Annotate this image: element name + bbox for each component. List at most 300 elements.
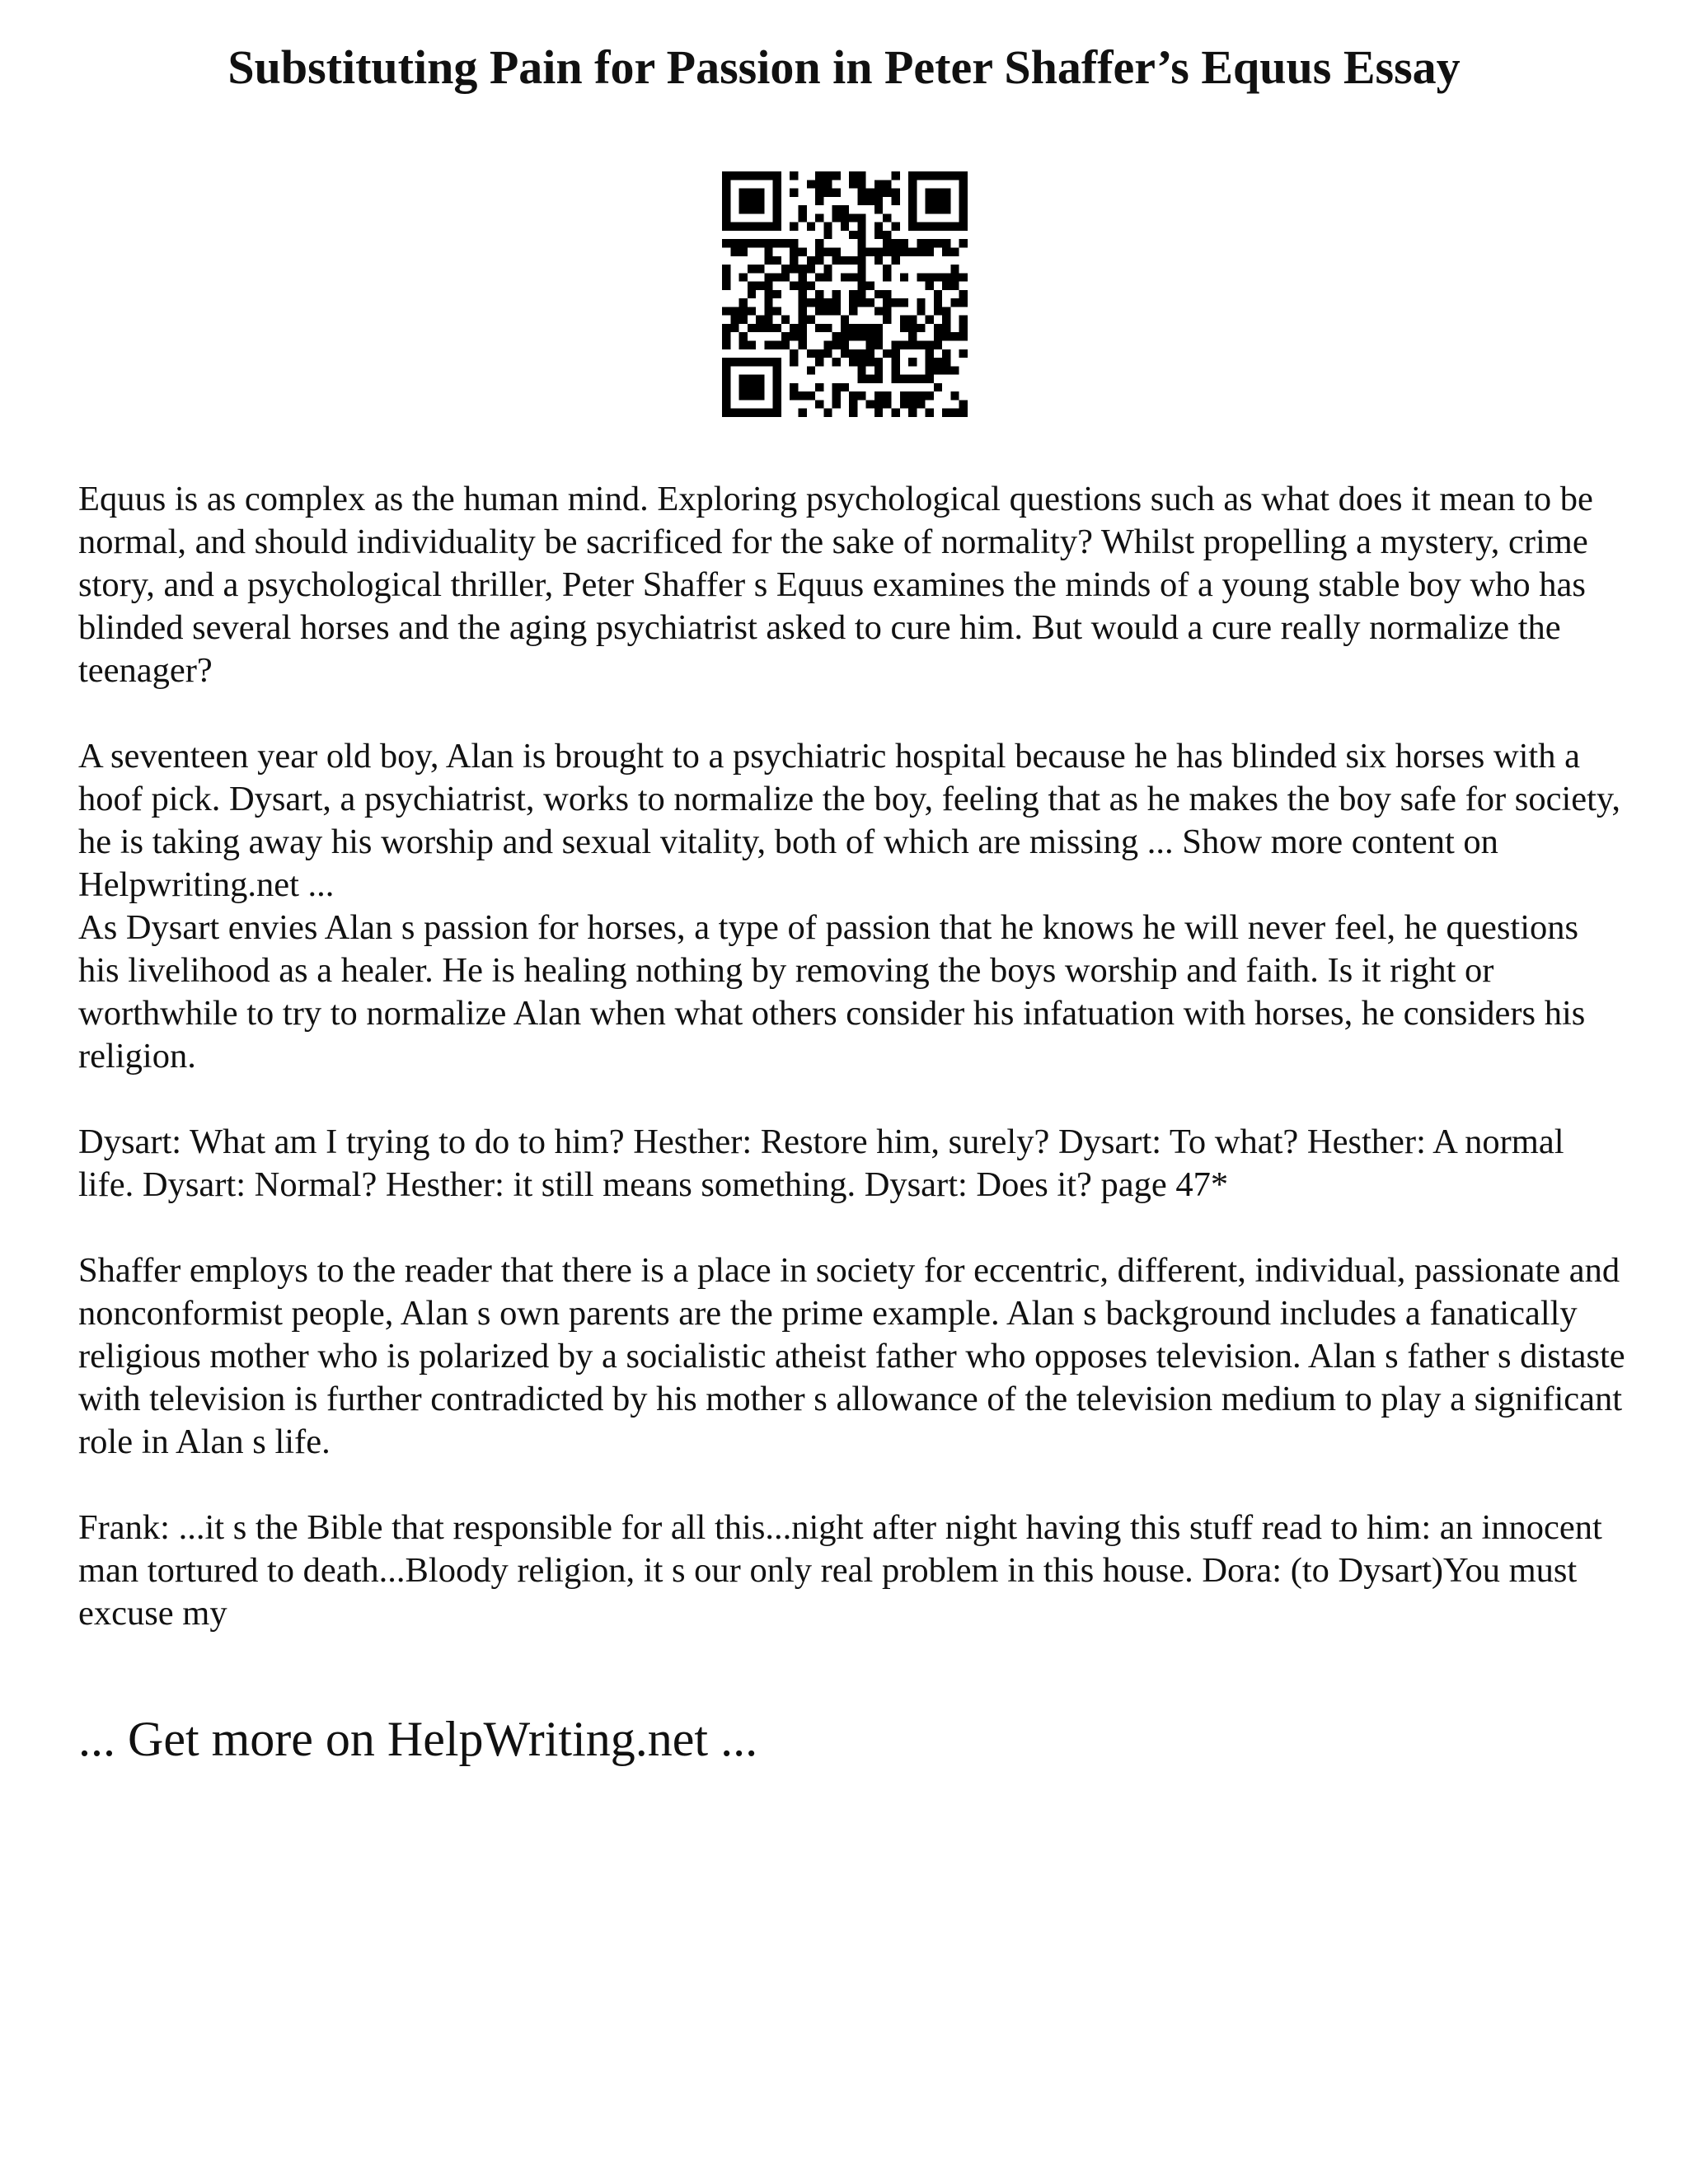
qr-module [722, 197, 730, 205]
qr-module [959, 324, 968, 332]
qr-module [892, 189, 900, 197]
qr-module [857, 332, 865, 340]
qr-module [807, 349, 815, 358]
qr-module [874, 205, 883, 213]
qr-module [857, 189, 865, 197]
qr-module [807, 316, 815, 324]
qr-module [892, 247, 900, 255]
qr-module [908, 213, 917, 222]
qr-module [866, 189, 874, 197]
qr-module [756, 383, 764, 391]
qr-module [798, 332, 806, 340]
qr-module [892, 256, 900, 265]
qr-module [934, 307, 942, 315]
qr-module [773, 341, 781, 349]
qr-module [773, 307, 781, 315]
qr-module [883, 180, 891, 188]
qr-module [866, 349, 874, 358]
qr-module [849, 298, 857, 307]
qr-module [917, 400, 925, 408]
qr-module [900, 391, 908, 400]
qr-module [722, 307, 730, 315]
qr-module [908, 341, 917, 349]
qr-module [764, 273, 772, 281]
qr-module [815, 247, 823, 255]
qr-module [815, 256, 823, 265]
qr-module [950, 247, 959, 255]
qr-module [849, 358, 857, 366]
qr-module [823, 349, 832, 358]
paragraph-dysart-envy: As Dysart envies Alan s passion for horses, a type of passion that he knows he will never feel, he questions his livelihood as a healer. He is healing nothing by removing the boys worship and faith. Is it right or worthwhile to try to normalize Alan when what others consider his infatuation with horses, he considers his religion. [78, 908, 1586, 1076]
get-more-link[interactable]: ... Get more on HelpWriting.net ... [78, 1712, 758, 1766]
qr-module [866, 324, 874, 332]
qr-module [926, 247, 934, 255]
qr-module [874, 290, 883, 298]
qr-module [730, 409, 738, 417]
qr-module [857, 375, 865, 383]
qr-module [748, 409, 756, 417]
qr-module [748, 307, 756, 315]
qr-module [857, 298, 865, 307]
qr-module [756, 391, 764, 400]
qr-module [773, 366, 781, 374]
qr-module [815, 197, 823, 205]
paragraph-parents: Shaffer employs to the reader that there is a place in society for eccentric, different, individual, passionate and nonconformist people, Alan s own parents are the prime example. Alan s background includes a fanatically religious mother who is polarized by a socialistic atheist father who opposes television. Alan s father s distaste with television is further contradicted by his mother s allowance of the television medium to play a significant role in Alan s life. [78, 1251, 1625, 1461]
qr-module [764, 282, 772, 290]
qr-module [798, 409, 806, 417]
qr-module [798, 290, 806, 298]
qr-module [883, 265, 891, 273]
qr-module [908, 358, 917, 366]
qr-module [874, 409, 883, 417]
qr-module [908, 391, 917, 400]
qr-module [959, 205, 968, 213]
qr-module [892, 239, 900, 247]
qr-module [934, 171, 942, 180]
qr-module [773, 409, 781, 417]
qr-module [950, 273, 959, 281]
qr-module [790, 247, 798, 255]
qr-module [739, 273, 748, 281]
qr-module [823, 409, 832, 417]
qr-module [748, 171, 756, 180]
qr-module [857, 213, 865, 222]
qr-module [722, 205, 730, 213]
qr-module [739, 316, 748, 324]
qr-module [900, 375, 908, 383]
qr-module [832, 298, 841, 307]
qr-module [900, 400, 908, 408]
qr-module [756, 205, 764, 213]
qr-module [959, 400, 968, 408]
qr-module [798, 282, 806, 290]
qr-module [866, 341, 874, 349]
qr-module [959, 349, 968, 358]
qr-module [908, 375, 917, 383]
qr-module [857, 171, 865, 180]
qr-module [781, 332, 790, 340]
qr-module [815, 307, 823, 315]
qr-module [739, 197, 748, 205]
qr-module [832, 205, 841, 213]
qr-module [874, 223, 883, 231]
qr-module [841, 332, 849, 340]
qr-module [934, 383, 942, 391]
qr-module [798, 324, 806, 332]
qr-module [849, 349, 857, 358]
qr-module [790, 332, 798, 340]
qr-module [934, 205, 942, 213]
qr-module [773, 197, 781, 205]
qr-module [892, 375, 900, 383]
qr-module [908, 247, 917, 255]
page-title: Substituting Pain for Passion in Peter Shaffer’s Equus Essay [227, 40, 1461, 94]
qr-module [908, 400, 917, 408]
qr-module [815, 171, 823, 180]
qr-module [950, 223, 959, 231]
qr-module [892, 349, 900, 358]
qr-module [832, 332, 841, 340]
qr-module [823, 298, 832, 307]
qr-module [730, 316, 738, 324]
qr-module [874, 400, 883, 408]
qr-module [926, 273, 934, 281]
qr-module [832, 307, 841, 315]
qr-module [857, 223, 865, 231]
qr-module [942, 205, 950, 213]
qr-module [908, 324, 917, 332]
qr-module [748, 358, 756, 366]
qr-module [900, 239, 908, 247]
qr-module [739, 332, 748, 340]
qr-module [849, 409, 857, 417]
qr-module [857, 358, 865, 366]
qr-module [892, 341, 900, 349]
qr-module [883, 290, 891, 298]
qr-module [790, 349, 798, 358]
qr-module [942, 273, 950, 281]
qr-module [942, 332, 950, 340]
qr-module [748, 265, 756, 273]
qr-module [773, 400, 781, 408]
qr-module [874, 366, 883, 374]
qr-module [756, 223, 764, 231]
qr-module [926, 349, 934, 358]
qr-module [959, 273, 968, 281]
qr-module [807, 391, 815, 400]
qr-module [926, 316, 934, 324]
qr-module [942, 358, 950, 366]
qr-module [815, 213, 823, 222]
qr-code-graphic [722, 171, 968, 417]
qr-module [790, 256, 798, 265]
qr-module [722, 383, 730, 391]
qr-module [823, 223, 832, 231]
qr-module [874, 307, 883, 315]
qr-module [874, 324, 883, 332]
qr-module [807, 223, 815, 231]
qr-module [790, 223, 798, 231]
qr-module [883, 391, 891, 400]
qr-module [748, 391, 756, 400]
qr-module [866, 332, 874, 340]
qr-module [722, 358, 730, 366]
qr-module [908, 316, 917, 324]
qr-module [739, 205, 748, 213]
qr-module [748, 205, 756, 213]
qr-module [748, 341, 756, 349]
qr-module [849, 324, 857, 332]
qr-module [849, 256, 857, 265]
qr-module [908, 205, 917, 213]
qr-module [756, 239, 764, 247]
qr-module [942, 366, 950, 374]
qr-module [857, 290, 865, 298]
qr-module [798, 213, 806, 222]
qr-module [756, 375, 764, 383]
qr-module [739, 239, 748, 247]
qr-module [841, 383, 849, 391]
qr-module [959, 332, 968, 340]
qr-module [781, 341, 790, 349]
qr-module [849, 400, 857, 408]
qr-module [942, 223, 950, 231]
qr-code-icon [722, 171, 968, 417]
qr-module [883, 307, 891, 315]
qr-module [764, 290, 772, 298]
qr-module [849, 231, 857, 239]
qr-module [823, 247, 832, 255]
paragraph-quote-dysart: Dysart: What am I trying to do to him? Hesther: Restore him, surely? Dysart: To what? Hesther: A normal life. Dysart: Normal? Hesther: it still means something. Dysart: Does it? page 47* [78, 1122, 1564, 1204]
qr-module [883, 273, 891, 281]
qr-module [722, 375, 730, 383]
qr-module [841, 316, 849, 324]
qr-module [857, 256, 865, 265]
qr-module [807, 366, 815, 374]
qr-module [857, 265, 865, 273]
qr-module [807, 256, 815, 265]
qr-module [883, 189, 891, 197]
qr-module [866, 282, 874, 290]
qr-module [926, 375, 934, 383]
qr-module [917, 223, 925, 231]
qr-module [857, 180, 865, 188]
qr-module [739, 409, 748, 417]
qr-module [807, 298, 815, 307]
qr-module [790, 358, 798, 366]
qr-module [722, 400, 730, 408]
qr-module [798, 298, 806, 307]
qr-module [739, 358, 748, 366]
qr-module [798, 307, 806, 315]
qr-module [739, 391, 748, 400]
qr-module [815, 383, 823, 391]
qr-module [722, 213, 730, 222]
qr-module [756, 189, 764, 197]
qr-module [756, 409, 764, 417]
qr-module [857, 349, 865, 358]
qr-module [917, 171, 925, 180]
qr-module [823, 273, 832, 281]
qr-module [926, 282, 934, 290]
qr-module [950, 391, 959, 400]
qr-module [874, 375, 883, 383]
qr-module [926, 205, 934, 213]
qr-module [722, 171, 730, 180]
qr-module [790, 265, 798, 273]
qr-module [874, 180, 883, 188]
qr-module [748, 383, 756, 391]
qr-module [908, 409, 917, 417]
qr-module [900, 273, 908, 281]
qr-module [764, 307, 772, 315]
qr-module [942, 307, 950, 315]
qr-module [857, 231, 865, 239]
qr-module [959, 189, 968, 197]
qr-module [748, 197, 756, 205]
qr-module [815, 400, 823, 408]
qr-module [748, 189, 756, 197]
paragraph-intro: Equus is as complex as the human mind. Exploring psychological questions such as what does it mean to be normal, and should individuality be sacrificed for the sake of normality? Whilst propelling a mystery, crime story, and a psychological thriller, Peter Shaffer s Equus examines the minds of a young stable boy who has blinded several horses and the aging psychiatrist asked to cure him. But would a cure really normalize the teenager? [78, 480, 1593, 690]
qr-module [942, 197, 950, 205]
qr-module [908, 223, 917, 231]
qr-module [815, 273, 823, 281]
qr-module [832, 256, 841, 265]
qr-module [883, 213, 891, 222]
qr-module [756, 324, 764, 332]
qr-module [722, 324, 730, 332]
qr-module [748, 223, 756, 231]
qr-module [739, 383, 748, 391]
qr-module [815, 290, 823, 298]
qr-module [739, 375, 748, 383]
qr-module [917, 273, 925, 281]
qr-module [815, 358, 823, 366]
qr-module [959, 197, 968, 205]
qr-module [950, 265, 959, 273]
qr-module [934, 332, 942, 340]
qr-module [908, 332, 917, 340]
qr-module [874, 256, 883, 265]
qr-module [773, 324, 781, 332]
qr-module [959, 239, 968, 247]
qr-module [950, 298, 959, 307]
qr-module [773, 383, 781, 391]
qr-module [764, 223, 772, 231]
qr-module [756, 197, 764, 205]
qr-module [900, 316, 908, 324]
qr-module [730, 223, 738, 231]
qr-module [764, 324, 772, 332]
qr-module [908, 189, 917, 197]
qr-module [764, 409, 772, 417]
qr-module [790, 324, 798, 332]
qr-module [773, 223, 781, 231]
qr-module [950, 366, 959, 374]
qr-module [764, 316, 772, 324]
qr-module [773, 239, 781, 247]
qr-module [781, 316, 790, 324]
qr-module [722, 189, 730, 197]
qr-module [790, 282, 798, 290]
qr-module [917, 247, 925, 255]
qr-module [790, 391, 798, 400]
qr-module [959, 298, 968, 307]
qr-module [722, 391, 730, 400]
qr-module [841, 273, 849, 281]
qr-module [764, 298, 772, 307]
qr-module [942, 349, 950, 358]
qr-module [722, 282, 730, 290]
qr-module [849, 391, 857, 400]
qr-module [892, 358, 900, 366]
qr-module [773, 290, 781, 298]
qr-module [917, 239, 925, 247]
qr-module [807, 180, 815, 188]
qr-module [883, 298, 891, 307]
qr-module [959, 316, 968, 324]
qr-module [739, 307, 748, 315]
qr-module [781, 239, 790, 247]
qr-module [926, 391, 934, 400]
qr-module [959, 409, 968, 417]
qr-module [730, 239, 738, 247]
qr-module [722, 332, 730, 340]
qr-module [823, 341, 832, 349]
qr-module [773, 375, 781, 383]
qr-module [883, 349, 891, 358]
qr-module [832, 171, 841, 180]
qr-module [849, 273, 857, 281]
qr-module [730, 247, 738, 255]
qr-module [815, 324, 823, 332]
qr-module [730, 324, 738, 332]
qr-module [798, 341, 806, 349]
qr-module [874, 332, 883, 340]
qr-module [934, 273, 942, 281]
qr-module [849, 171, 857, 180]
qr-module [934, 366, 942, 374]
qr-module [874, 391, 883, 400]
qr-module [773, 205, 781, 213]
qr-module [959, 223, 968, 231]
qr-module [773, 180, 781, 188]
qr-module [756, 265, 764, 273]
qr-module [892, 197, 900, 205]
qr-module [917, 307, 925, 315]
qr-module [798, 273, 806, 281]
qr-module [874, 231, 883, 239]
qr-module [841, 256, 849, 265]
qr-module [756, 171, 764, 180]
qr-module [790, 383, 798, 391]
qr-module [874, 197, 883, 205]
qr-module [900, 298, 908, 307]
qr-module [866, 298, 874, 307]
qr-module [883, 247, 891, 255]
qr-module [781, 265, 790, 273]
qr-module [790, 171, 798, 180]
qr-module [892, 223, 900, 231]
qr-module [722, 265, 730, 273]
qr-module [926, 197, 934, 205]
qr-module [832, 358, 841, 366]
qr-module [950, 409, 959, 417]
qr-module [730, 358, 738, 366]
qr-module [917, 298, 925, 307]
qr-module [857, 247, 865, 255]
qr-module [942, 189, 950, 197]
